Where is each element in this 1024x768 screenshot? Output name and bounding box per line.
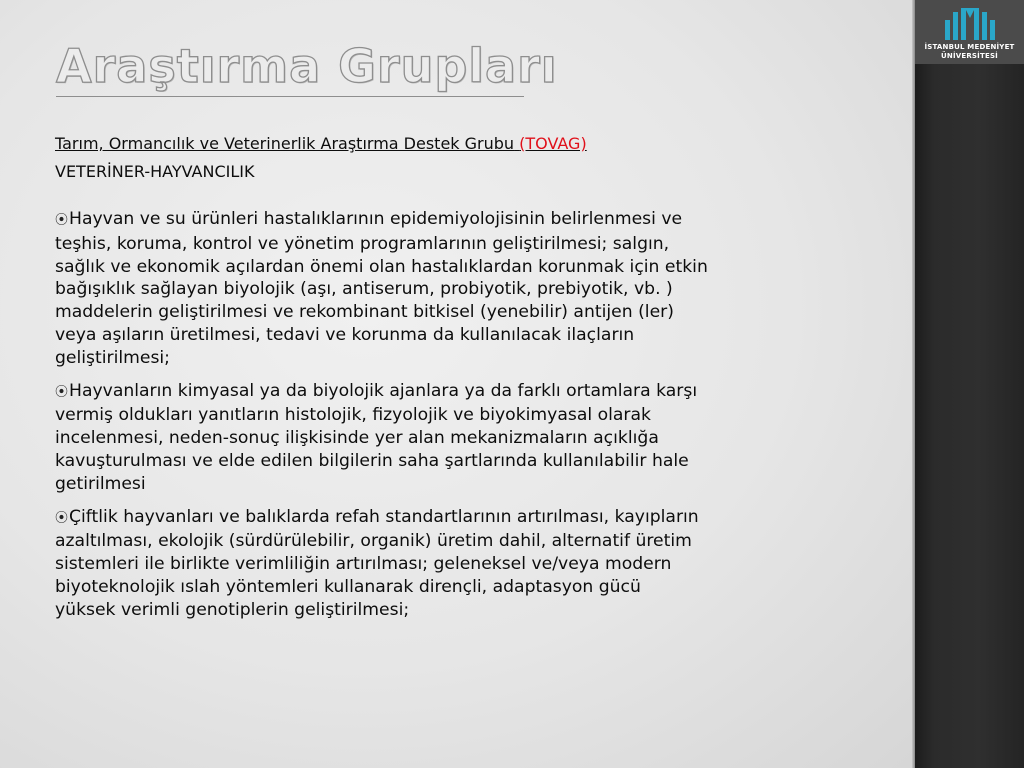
group-heading: [55, 133, 855, 155]
group-name: Tarım, Ormancılık ve Veterinerlik Araştırma Destek Grubu: [55, 134, 515, 153]
university-columns-icon: [943, 6, 997, 40]
circled-dot-icon: ⦿: [55, 510, 69, 526]
group-abbreviation: (TOVAG): [519, 134, 587, 153]
circled-dot-icon: ⦿: [55, 384, 69, 400]
bullet-item: [55, 208, 855, 370]
bullet-text: Çiftlik hayvanları ve balıklarda refah standartlarının artırılması, kayıpların azaltılması, ekolojik (sürdürülebilir, organik) üretim dahil, alternatif üretim sistemleri ile birlikte verimliliğin artırılması; geleneksel ve/veya modern biyoteknolojik ıslah yöntemleri kullanarak dirençli, adaptasyon gücü yüksek verimli genotiplerin geliştirilmesi;: [55, 506, 699, 620]
section-subheading: VETERİNER-HAYVANCILIK: [55, 162, 255, 181]
decorative-sidebar: [912, 0, 1024, 768]
bullet-text: Hayvanların kimyasal ya da biyolojik ajanlara ya da farklı ortamlara karşı vermiş oldukları yanıtların histolojik, fizyolojik ve biyokimyasal olarak incelenmesi, neden-sonuç ilişkisinde yer alan mekanizmaların açıklığa kavuşturulması ve elde edilen bilgilerin saha şartlarında kullanılabilir hale getirilmesi: [55, 380, 698, 494]
slide-title: Araştırma Grupları: [56, 39, 558, 93]
university-logo: [915, 0, 1024, 64]
circled-dot-icon: ⦿: [55, 213, 69, 228]
slide-body: [55, 133, 855, 632]
bullet-item: [55, 506, 855, 622]
logo-name-line1: İSTANBUL MEDENİYET: [924, 43, 1015, 51]
title-underline: [56, 96, 524, 97]
logo-name-line2: ÜNİVERSİTESİ: [941, 52, 998, 60]
bullet-item: [55, 380, 855, 496]
bullet-text: Hayvan ve su ürünleri hastalıklarının epidemiyolojisinin belirlenmesi ve teşhis, koruma, kontrol ve yönetim programlarının geliştirilmesi; salgın, sağlık ve ekonomik açılardan önemi olan hastalıklardan korunmak için etkin bağışıklık sağlayan biyolojik (aşı, antiserum, probiyotik, prebiyotik, vb. ) maddelerin geliştirilmesi ve rekombinant bitkisel (yenebilir) antijen (ler) veya aşıların üretilmesi, tedavi ve korunma da kullanılacak ilaçların geliştirilmesi;: [55, 209, 708, 368]
